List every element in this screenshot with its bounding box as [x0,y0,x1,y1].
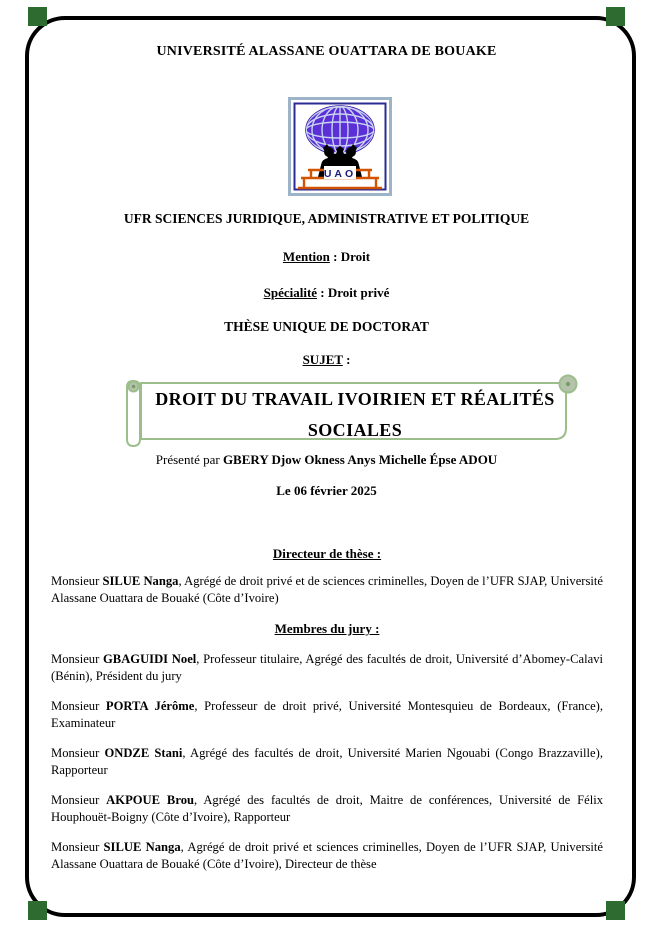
specialite-label: Spécialité [263,285,318,300]
jury-item [51,698,603,732]
jury-heading: Membres du jury : [274,621,380,636]
director-name: SILUE Nanga [102,574,179,588]
presented-by-prefix: Présenté par [155,452,223,467]
director-rest: , Agrégé de droit privé et de sciences criminelles, Doyen de l’UFR SJAP, Université Alassane Ouattara de Bouaké (Côte d’Ivoire) [51,574,603,605]
committee-section [51,545,603,886]
jury-member-prefix: Monsieur [51,793,107,807]
scroll-left-roll-icon [127,381,140,446]
jury-member-name: PORTA Jérôme [105,699,195,713]
author-name: GBERY Djow Okness Anys Michelle Épse ADOU [222,452,498,467]
sujet-label: SUJET [302,352,343,367]
corner-marker-top-left [28,7,47,26]
sujet-line [29,352,624,368]
jury-item [51,839,603,873]
specialite-line [29,285,624,301]
jury-member-rest: , Professeur titulaire, Agrégé des facultés de droit, Université d’Abomey-Calavi (Bénin), Président du jury [51,652,603,683]
jury-member-name: SILUE Nanga [103,840,181,854]
mention-label: Mention [282,249,330,264]
presented-by-line [29,452,624,468]
jury-member-name: AKPOUE Brou [106,793,194,807]
jury-member-prefix: Monsieur [51,699,106,713]
corner-marker-bottom-right [606,901,625,920]
jury-member-prefix: Monsieur [51,652,103,666]
jury-member-prefix: Monsieur [51,840,104,854]
jury-item [51,792,603,826]
these-type-line: THÈSE UNIQUE DE DOCTORAT [224,319,429,334]
uao-logo [288,97,392,197]
director-prefix: Monsieur [51,574,103,588]
director-entry [51,573,603,607]
ufr-title: UFR SCIENCES JURIDIQUE, ADMINISTRATIVE ET POLITIQUE [123,211,530,226]
jury-item [51,651,603,685]
jury-member-rest: , Agrégé des facultés de droit, Université Marien Ngouabi (Congo Brazzaville), Rapporteur [51,746,603,777]
mention-value: : Droit [329,249,371,264]
mention-line [29,249,624,265]
jury-member-name: ONDZE Stani [104,746,183,760]
corner-marker-top-right [606,7,625,26]
thesis-title [141,384,569,446]
jury-list [51,651,603,873]
specialite-value: : Droit privé [317,285,390,300]
jury-member-name: GBAGUIDI Noel [103,652,197,666]
jury-item [51,745,603,779]
defense-date: Le 06 février 2025 [276,483,377,498]
thesis-title-line2: SOCIALES [307,420,403,440]
jury-member-rest: , Professeur de droit privé, Université Montesquieu de Bordeaux, (France), Examinateur [51,699,604,730]
jury-member-prefix: Monsieur [51,746,105,760]
jury-member-rest: , Agrégé de droit privé et sciences criminelles, Doyen de l’UFR SJAP, Université Alassane Ouattara de Bouaké (Côte d’Ivoire), Directeur de thèse [51,840,603,871]
director-heading: Directeur de thèse : [272,546,382,561]
corner-marker-bottom-left [28,901,47,920]
thesis-title-line1: DROIT DU TRAVAIL IVOIRIEN ET RÉALITÉS [155,389,555,409]
university-title: UNIVERSITÉ ALASSANE OUATTARA DE BOUAKE [156,44,497,59]
logo-uao-label: UAO [323,168,357,180]
sujet-colon: : [342,352,351,367]
jury-member-rest: , Agrégé des facultés de droit, Maitre de conférences, Université de Félix Houphouët-Boigny (Côte d’Ivoire), Rapporteur [51,793,603,824]
